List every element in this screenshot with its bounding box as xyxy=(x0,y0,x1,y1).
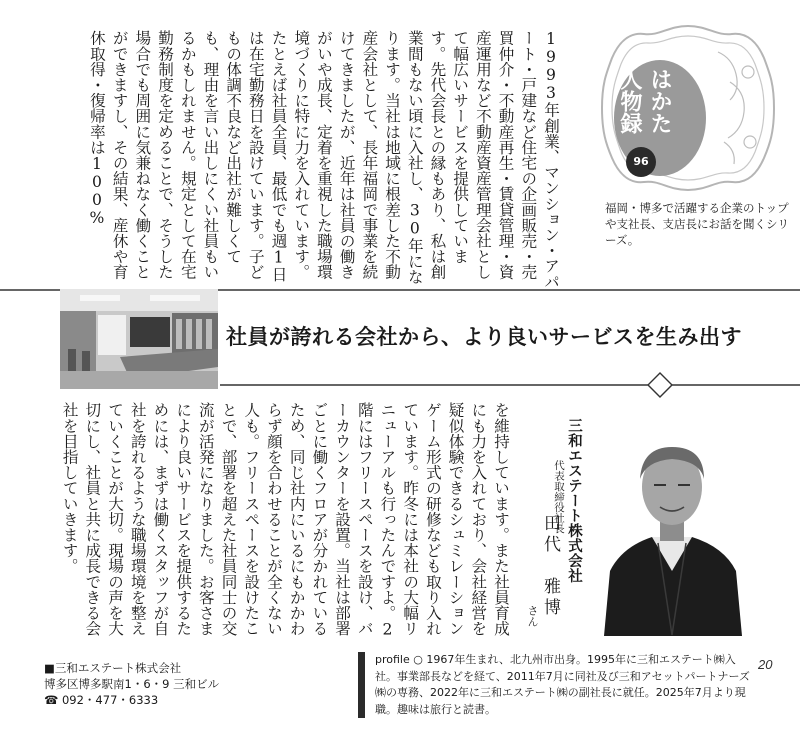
person-role: 代表取締役社長 xyxy=(553,460,565,534)
contact-company: ■三和エステート株式会社 xyxy=(44,661,182,675)
person-honorific: さん xyxy=(526,605,539,627)
article-body-top: 1993年創業、マンション・アパート・戸建など住宅の企画販売・売買仲介・不動産再生・賃貸管理・資産運用など不動産資産管理会社として幅広いサービスを提供しています。先代会長との縁もあり、私は創業間もない頃に入社し、30年になります。当社は地域に根差した不動産会社として、長年福岡で事業を続けてきましたが、近年は社員の働きがいや成長、定着を重視した職場環境づくりに特に力を入れています。たとえば社員全員、最低でも週1日は在宅勤務日を設けています。子どもの体調不良など出社が難しくても、理由を言い出しにくい社員もいるかもしれません。規定として在宅勤務制度を定めることで、そうした場合でも周囲に気兼ねなく働くことができますし、その結果、産休や育休取得・復帰率は100% xyxy=(87,30,560,290)
company-name: 三和エステート株式会社 xyxy=(566,418,582,583)
article-headline: 社員が誇れる会社から、より良いサービスを生み出す xyxy=(226,324,742,349)
profile-block xyxy=(358,652,755,718)
profile-text: profile ○ 1967年生まれ、北九州市出身。1995年に三和エステート㈱入社。事業部長などを経て、2011年7月に同社及び三和アセットパートナーズ㈱の専務、2022年に三和エステート㈱の副社長に就任。2025年7月より現職。趣味は旅行と読書。 xyxy=(375,653,750,716)
portrait-photo xyxy=(596,421,748,636)
page-number: 20 xyxy=(758,657,773,672)
person-name: 田代 雅博 xyxy=(540,514,560,619)
series-description: 福岡・博多で活躍する企業のトップや支社長、支店長にお話を聞くシリーズ。 xyxy=(605,201,789,247)
contact-tel: ☎ 092・477・6333 xyxy=(44,693,159,707)
office-photo xyxy=(60,289,218,389)
article-body-bottom: を維持しています。また社員育成にも力を入れており、会社経営を疑似体験できるシュミレーションゲーム形式の研修なども取り入れています。昨冬には本社の大幅リニューアルも行ったんですよ。2階にはフリースペースを設け、バーカウンターを設置。当社は部署ごとに働くフロアが分かれているため、同じ社内にいるにもかかわらず顔を合わせることが全くない人も。フリースペースを設けたことで、部署を超えた社員同士の交流が活発になりました。お客さまにより良いサービスを提供するためには、まずは働くスタッフが自社を誇れるような職場環境を整えていくことが大切。現場の声を大切にし、社員と共に成長できる会社を目指していきます。 xyxy=(60,402,510,639)
issue-number-badge: 96 xyxy=(626,147,656,177)
company-contact xyxy=(44,660,344,708)
contact-address: 博多区博多駅南1・6・9 三和ビル xyxy=(44,677,220,691)
series-title: はかた 人物録 xyxy=(617,68,673,134)
